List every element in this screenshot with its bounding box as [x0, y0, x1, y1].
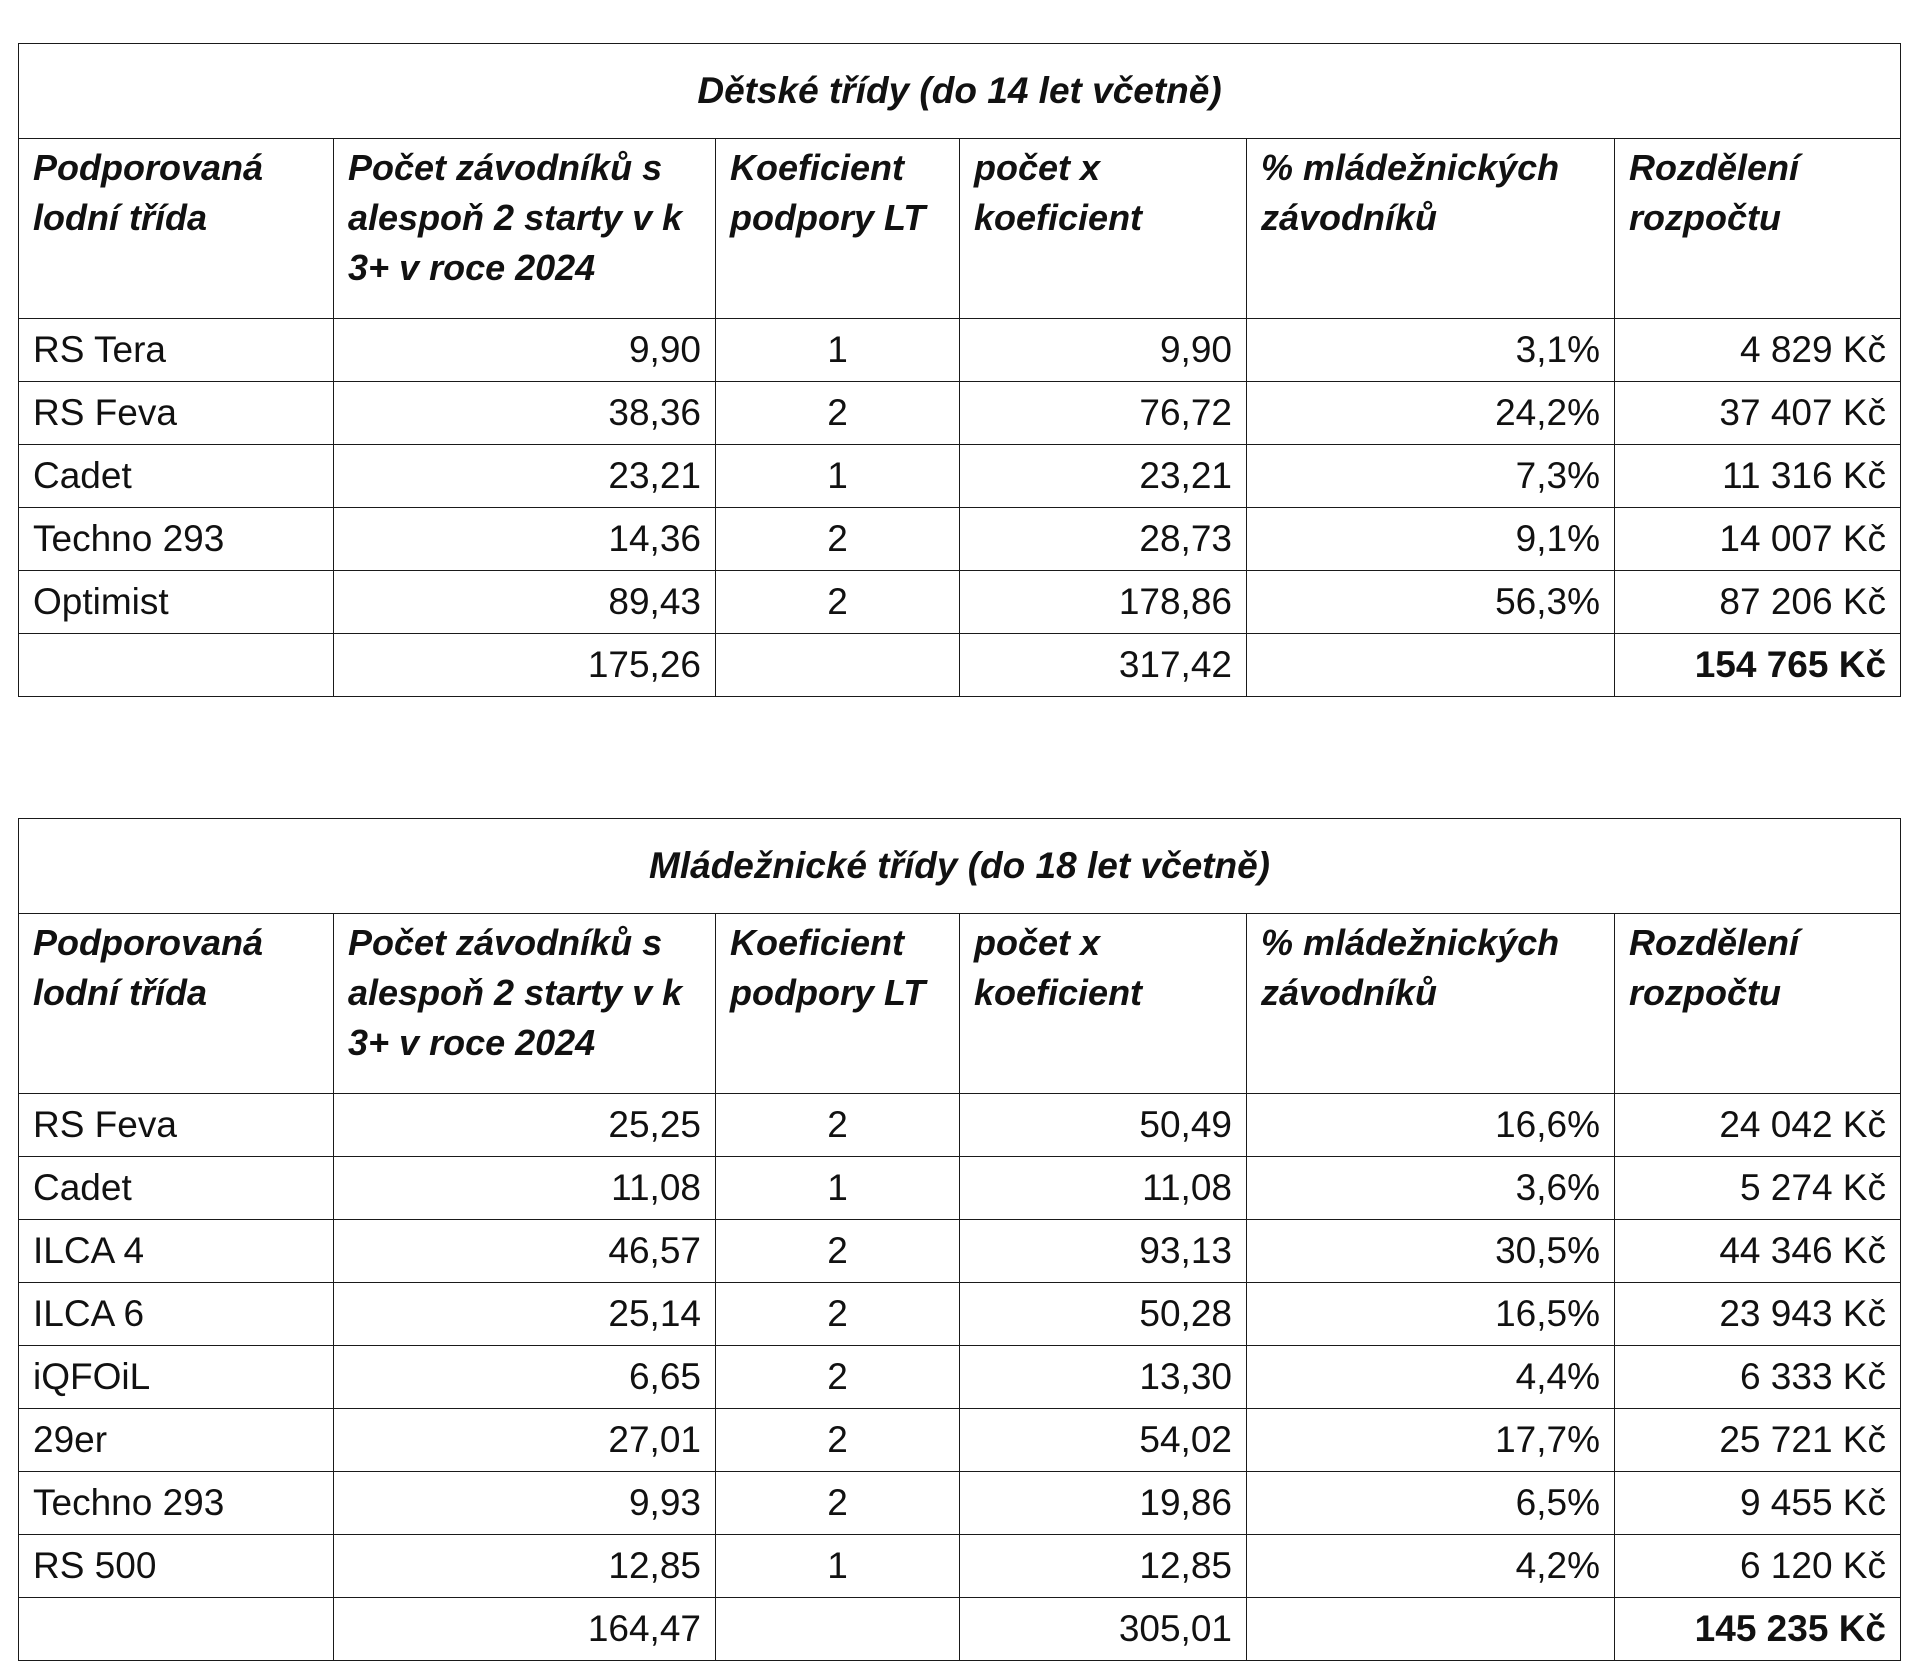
budget-cell: 23 943 Kč [1615, 1283, 1901, 1346]
totals-row [19, 1598, 1901, 1661]
coefficient-cell: 1 [716, 1535, 960, 1598]
product-cell: 12,85 [960, 1535, 1247, 1598]
budget-cell: 14 007 Kč [1615, 508, 1901, 571]
empty-cell [716, 634, 960, 697]
coefficient-cell: 2 [716, 1283, 960, 1346]
racer-count-cell: 12,85 [334, 1535, 716, 1598]
percent-cell: 24,2% [1247, 382, 1615, 445]
percent-cell: 4,2% [1247, 1535, 1615, 1598]
total-budget: 154 765 Kč [1615, 634, 1901, 697]
percent-cell: 4,4% [1247, 1346, 1615, 1409]
coefficient-cell: 2 [716, 508, 960, 571]
percent-cell: 7,3% [1247, 445, 1615, 508]
racer-count-cell: 25,14 [334, 1283, 716, 1346]
table-row [19, 1220, 1901, 1283]
percent-cell: 6,5% [1247, 1472, 1615, 1535]
percent-cell: 9,1% [1247, 508, 1615, 571]
racer-count-cell: 14,36 [334, 508, 716, 571]
budget-cell: 37 407 Kč [1615, 382, 1901, 445]
total-product: 305,01 [960, 1598, 1247, 1661]
product-cell: 13,30 [960, 1346, 1247, 1409]
product-cell: 19,86 [960, 1472, 1247, 1535]
header-racer-count: Počet závodníků s alespoň 2 starty v k 3+ v roce 2024 [334, 914, 716, 1094]
budget-cell: 4 829 Kč [1615, 319, 1901, 382]
header-boat-class: Podporovaná lodní třída [19, 139, 334, 319]
total-racer-count: 164,47 [334, 1598, 716, 1661]
coefficient-cell: 2 [716, 382, 960, 445]
empty-cell [19, 1598, 334, 1661]
product-cell: 50,28 [960, 1283, 1247, 1346]
boat-class-cell: RS Feva [19, 1094, 334, 1157]
racer-count-cell: 46,57 [334, 1220, 716, 1283]
header-boat-class: Podporovaná lodní třída [19, 914, 334, 1094]
budget-cell: 44 346 Kč [1615, 1220, 1901, 1283]
product-cell: 178,86 [960, 571, 1247, 634]
budget-cell: 24 042 Kč [1615, 1094, 1901, 1157]
empty-cell [1247, 1598, 1615, 1661]
coefficient-cell: 1 [716, 1157, 960, 1220]
boat-class-cell: RS Feva [19, 382, 334, 445]
product-cell: 54,02 [960, 1409, 1247, 1472]
boat-class-cell: 29er [19, 1409, 334, 1472]
racer-count-cell: 38,36 [334, 382, 716, 445]
budget-cell: 6 120 Kč [1615, 1535, 1901, 1598]
product-cell: 11,08 [960, 1157, 1247, 1220]
header-youth-percent: % mládežnických závodníků [1247, 914, 1615, 1094]
coefficient-cell: 2 [716, 571, 960, 634]
boat-class-cell: ILCA 6 [19, 1283, 334, 1346]
product-cell: 93,13 [960, 1220, 1247, 1283]
table-row [19, 571, 1901, 634]
table-row [19, 1094, 1901, 1157]
empty-cell [1247, 634, 1615, 697]
boat-class-cell: Optimist [19, 571, 334, 634]
table-row [19, 382, 1901, 445]
budget-cell: 87 206 Kč [1615, 571, 1901, 634]
table-row [19, 1283, 1901, 1346]
total-product: 317,42 [960, 634, 1247, 697]
table-title: Mládežnické třídy (do 18 let včetně) [19, 819, 1901, 914]
coefficient-cell: 2 [716, 1094, 960, 1157]
boat-class-cell: Techno 293 [19, 1472, 334, 1535]
boat-class-cell: iQFOiL [19, 1346, 334, 1409]
product-cell: 28,73 [960, 508, 1247, 571]
header-count-x-coefficient: počet x koeficient [960, 139, 1247, 319]
total-budget: 145 235 Kč [1615, 1598, 1901, 1661]
boat-class-cell: Techno 293 [19, 508, 334, 571]
header-budget-split: Rozdělení rozpočtu [1615, 139, 1901, 319]
racer-count-cell: 6,65 [334, 1346, 716, 1409]
coefficient-cell: 2 [716, 1472, 960, 1535]
percent-cell: 3,1% [1247, 319, 1615, 382]
coefficient-cell: 2 [716, 1346, 960, 1409]
boat-class-cell: RS Tera [19, 319, 334, 382]
header-budget-split: Rozdělení rozpočtu [1615, 914, 1901, 1094]
header-row [19, 914, 1901, 1094]
coefficient-cell: 1 [716, 445, 960, 508]
percent-cell: 30,5% [1247, 1220, 1615, 1283]
product-cell: 50,49 [960, 1094, 1247, 1157]
percent-cell: 56,3% [1247, 571, 1615, 634]
boat-class-cell: Cadet [19, 445, 334, 508]
header-row [19, 139, 1901, 319]
budget-cell: 6 333 Kč [1615, 1346, 1901, 1409]
table-row [19, 445, 1901, 508]
header-racer-count: Počet závodníků s alespoň 2 starty v k 3+ v roce 2024 [334, 139, 716, 319]
coefficient-cell: 1 [716, 319, 960, 382]
racer-count-cell: 89,43 [334, 571, 716, 634]
product-cell: 9,90 [960, 319, 1247, 382]
racer-count-cell: 25,25 [334, 1094, 716, 1157]
percent-cell: 16,5% [1247, 1283, 1615, 1346]
empty-cell [19, 634, 334, 697]
table-row [19, 1409, 1901, 1472]
header-count-x-coefficient: počet x koeficient [960, 914, 1247, 1094]
boat-class-cell: ILCA 4 [19, 1220, 334, 1283]
coefficient-cell: 2 [716, 1220, 960, 1283]
header-youth-percent: % mládežnických závodníků [1247, 139, 1615, 319]
empty-cell [716, 1598, 960, 1661]
percent-cell: 17,7% [1247, 1409, 1615, 1472]
table-row [19, 319, 1901, 382]
header-coefficient: Koeficient podpory LT [716, 139, 960, 319]
table-title: Dětské třídy (do 14 let včetně) [19, 44, 1901, 139]
table-row [19, 1472, 1901, 1535]
table-row [19, 1346, 1901, 1409]
racer-count-cell: 27,01 [334, 1409, 716, 1472]
boat-class-cell: Cadet [19, 1157, 334, 1220]
table-row [19, 508, 1901, 571]
table-row [19, 1157, 1901, 1220]
budget-cell: 25 721 Kč [1615, 1409, 1901, 1472]
budget-cell: 11 316 Kč [1615, 445, 1901, 508]
boat-class-cell: RS 500 [19, 1535, 334, 1598]
product-cell: 23,21 [960, 445, 1247, 508]
racer-count-cell: 9,90 [334, 319, 716, 382]
racer-count-cell: 11,08 [334, 1157, 716, 1220]
budget-cell: 5 274 Kč [1615, 1157, 1901, 1220]
total-racer-count: 175,26 [334, 634, 716, 697]
percent-cell: 3,6% [1247, 1157, 1615, 1220]
product-cell: 76,72 [960, 382, 1247, 445]
header-coefficient: Koeficient podpory LT [716, 914, 960, 1094]
racer-count-cell: 9,93 [334, 1472, 716, 1535]
coefficient-cell: 2 [716, 1409, 960, 1472]
table-row [19, 1535, 1901, 1598]
percent-cell: 16,6% [1247, 1094, 1615, 1157]
childrens-classes-table [18, 43, 1901, 697]
budget-cell: 9 455 Kč [1615, 1472, 1901, 1535]
youth-classes-table [18, 818, 1901, 1661]
totals-row [19, 634, 1901, 697]
racer-count-cell: 23,21 [334, 445, 716, 508]
